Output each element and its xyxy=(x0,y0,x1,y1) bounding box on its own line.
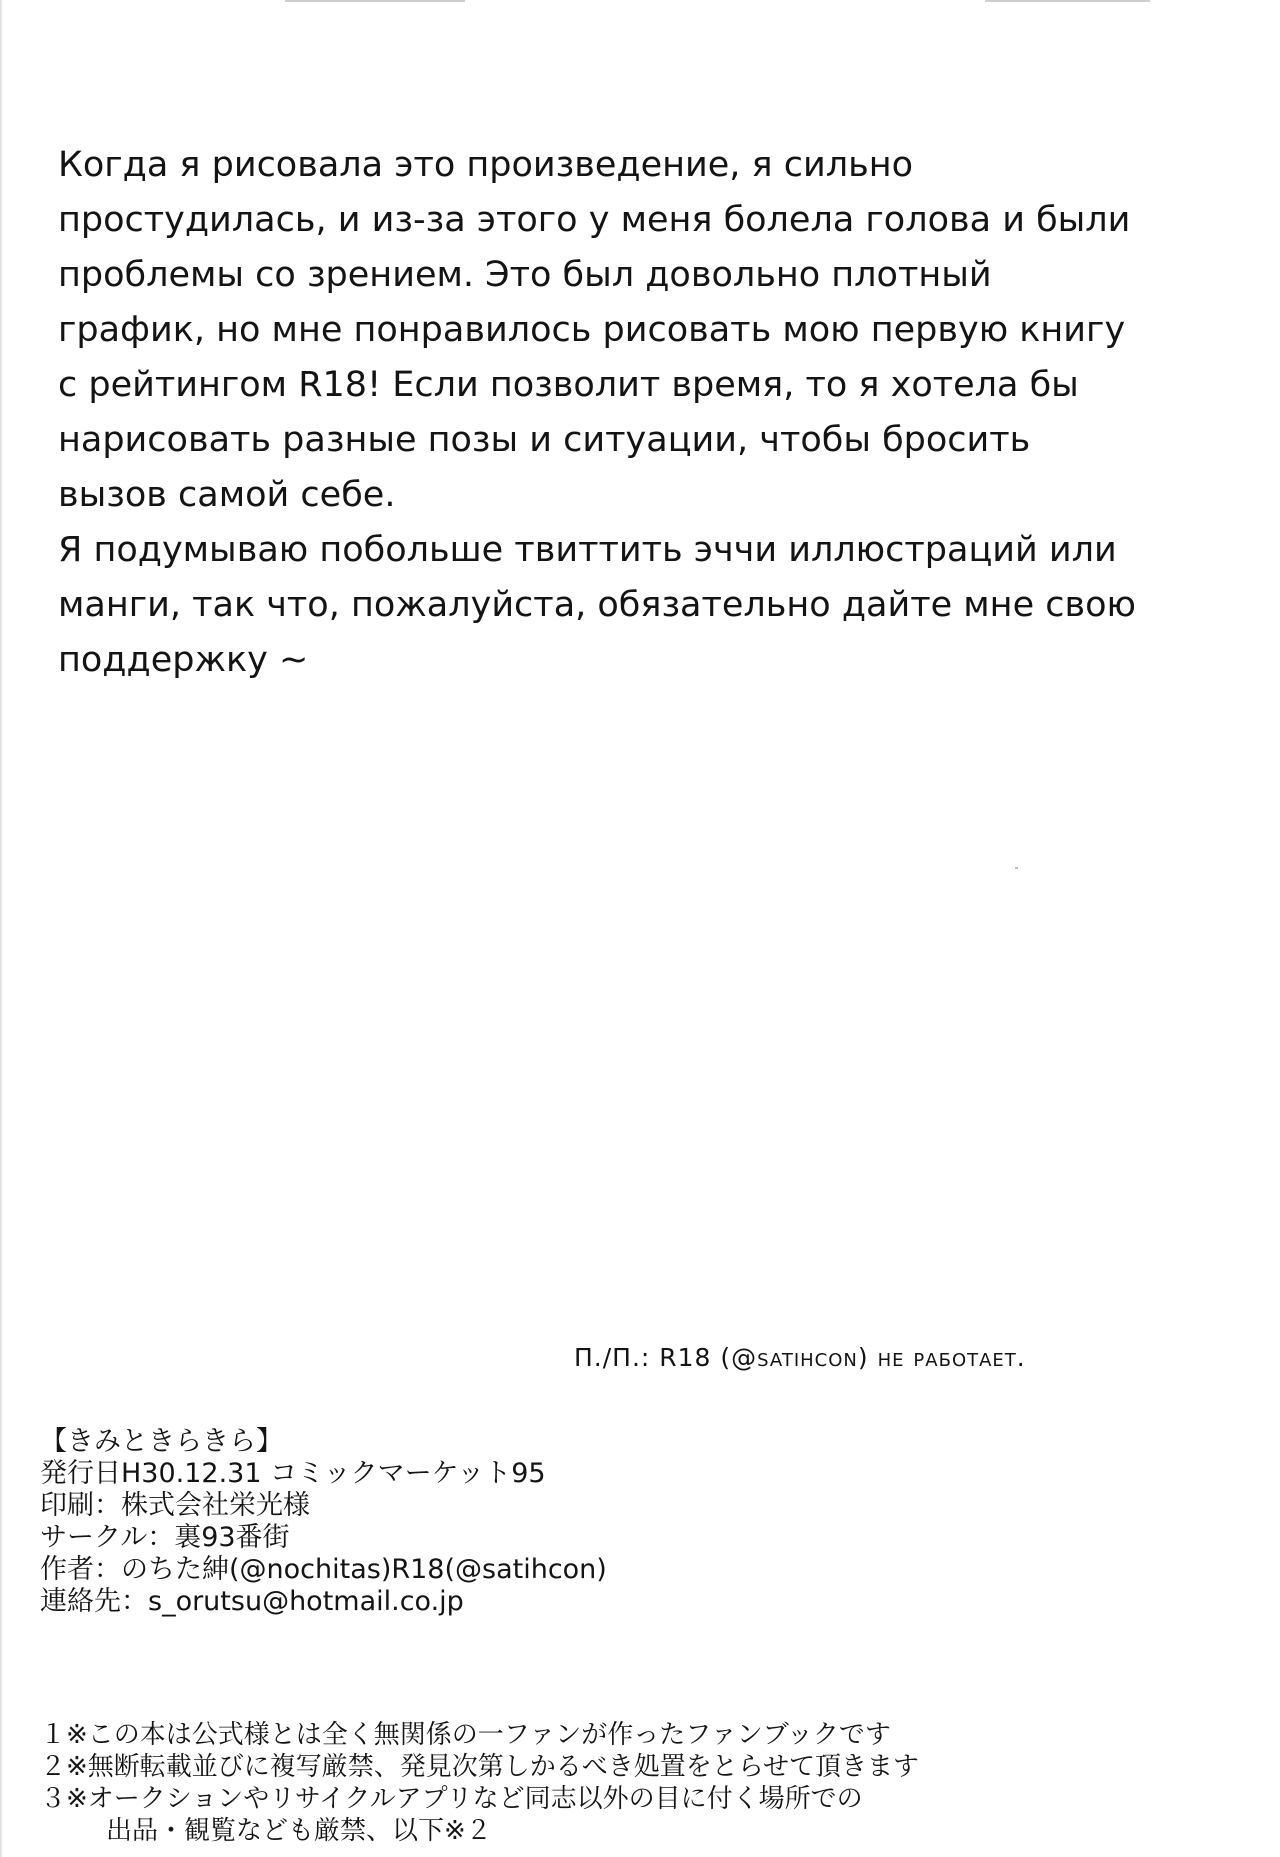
afterword-line: Когда я рисовала это произведение, я сильно xyxy=(58,145,914,185)
afterword-line: вызов самой себе. xyxy=(58,475,396,515)
colophon-title: 【きみときらきら】 xyxy=(40,1426,283,1457)
disclaimer-notes xyxy=(40,1719,1240,1847)
author-afterword xyxy=(58,138,1218,688)
afterword-line: Я подумываю побольше твиттить эччи иллюстраций или xyxy=(58,530,1117,570)
afterword-line: поддержку ~ xyxy=(58,640,309,680)
colophon-contact: 連絡先：s_orutsu@hotmail.co.jp xyxy=(40,1586,464,1617)
colophon-publish-date: 発行日H30.12.31 コミックマーケット95 xyxy=(40,1458,546,1489)
disclaimer-note-1: １※この本は公式様とは全く無関係の一ファンが作ったファンブックです xyxy=(40,1720,891,1750)
scan-speck xyxy=(1015,867,1018,869)
translator-note: П./П.: R18 (@satihcon) не работает. xyxy=(574,1343,1026,1372)
scan-mark xyxy=(985,0,1150,2)
colophon-circle: サークル：裏93番街 xyxy=(40,1522,290,1553)
afterword-line: график, но мне понравилось рисовать мою первую книгу xyxy=(58,310,1126,350)
colophon xyxy=(40,1426,1240,1618)
disclaimer-note-3-continued: 出品・観覧なども厳禁、以下※２ xyxy=(106,1816,492,1846)
afterword-line: манги, так что, пожалуйста, обязательно дайте мне свою xyxy=(58,585,1136,625)
afterword-line: с рейтингом R18! Если позволит время, то я хотела бы xyxy=(58,365,1079,405)
disclaimer-note-2: ２※無断転載並びに複写厳禁、発見次第しかるべき処置をとらせて頂きます xyxy=(40,1752,920,1782)
scan-edge xyxy=(0,0,3,1857)
scan-mark xyxy=(285,0,465,2)
colophon-authors: 作者：のちた紳(@nochitas)R18(@satihcon) xyxy=(40,1554,607,1585)
afterword-line: простудилась, и из-за этого у меня болела голова и были xyxy=(58,200,1131,240)
colophon-printer: 印刷：株式会社栄光様 xyxy=(40,1490,310,1521)
afterword-line: проблемы со зрением. Это был довольно плотный xyxy=(58,255,992,295)
disclaimer-note-3: ３※オークションやリサイクルアプリなど同志以外の目に付く場所での xyxy=(40,1784,863,1814)
afterword-line: нарисовать разные позы и ситуации, чтобы бросить xyxy=(58,420,1031,460)
